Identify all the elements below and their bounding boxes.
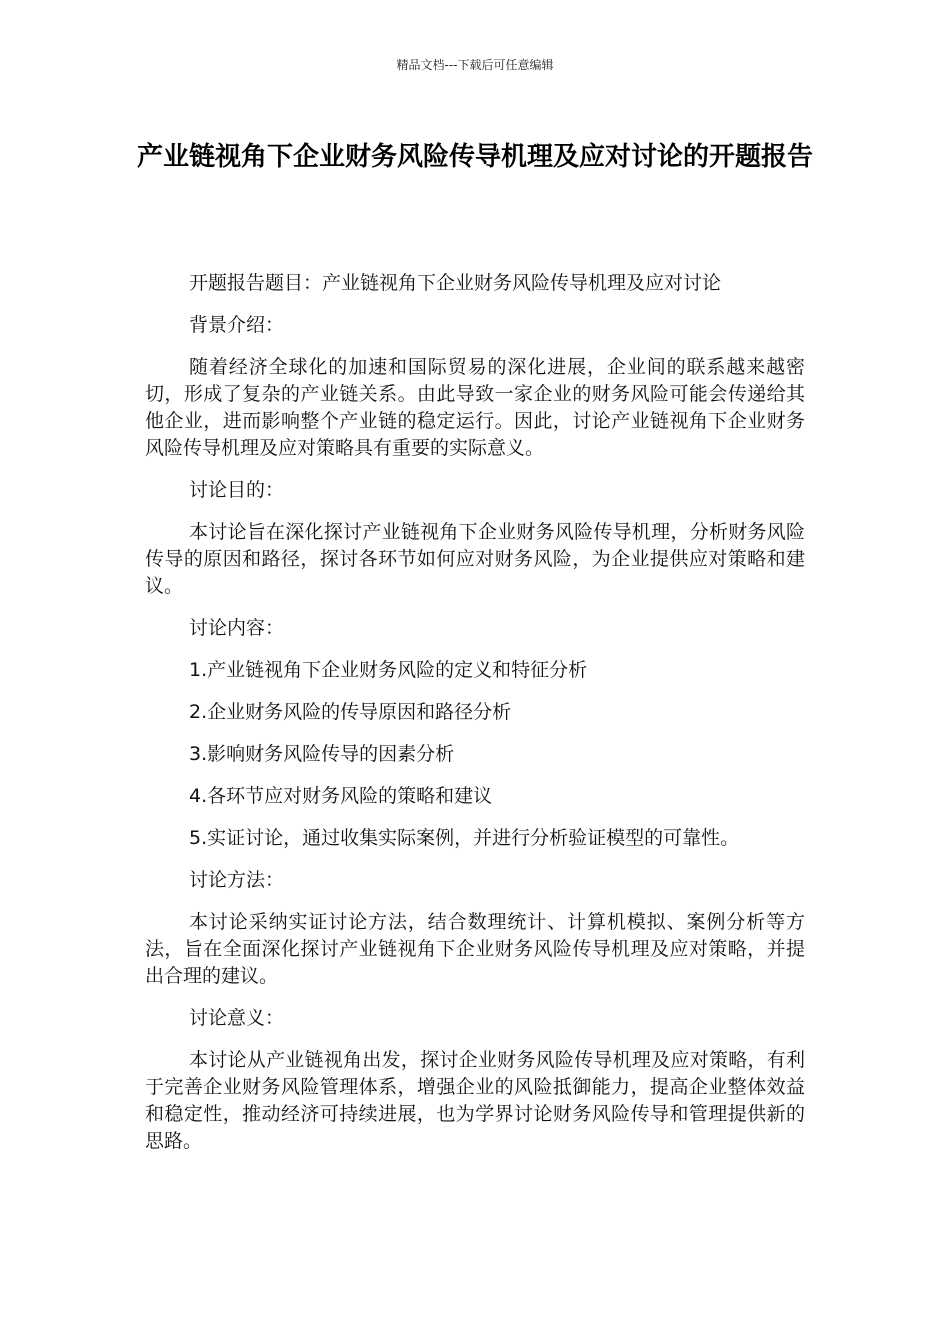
section-heading-method: 讨论方法：	[189, 869, 285, 891]
method-paragraph: 本讨论采纳实证讨论方法，结合数理统计、计算机模拟、案例分析等方法，旨在全面深化探讨产业链视角下企业财务风险传导机理及应对策略，并提出合理的建议。	[145, 911, 805, 987]
document-body	[145, 270, 805, 1170]
section-heading-content: 讨论内容：	[189, 617, 285, 639]
content-item-1: 1.产业链视角下企业财务风险的定义和特征分析	[189, 659, 588, 681]
content-item-2: 2.企业财务风险的传导原因和路径分析	[189, 701, 512, 723]
significance-paragraph: 本讨论从产业链视角出发，探讨企业财务风险传导机理及应对策略，有利于完善企业财务风险管理体系，增强企业的风险抵御能力，提高企业整体效益和稳定性，推动经济可持续进展，也为学界讨论财务风险传导和管理提供新的思路。	[145, 1049, 805, 1152]
section-heading-significance: 讨论意义：	[189, 1007, 285, 1029]
background-paragraph: 随着经济全球化的加速和国际贸易的深化进展，企业间的联系越来越密切，形成了复杂的产业链关系。由此导致一家企业的财务风险可能会传递给其他企业，进而影响整个产业链的稳定运行。因此，讨论产业链视角下企业财务风险传导机理及应对策略具有重要的实际意义。	[145, 356, 805, 459]
header-note: 精品文档---下载后可任意编辑	[396, 58, 554, 72]
section-heading-purpose: 讨论目的：	[189, 479, 285, 501]
content-item-3: 3.影响财务风险传导的因素分析	[189, 743, 455, 765]
document-title: 产业链视角下企业财务风险传导机理及应对讨论的开题报告	[136, 142, 813, 172]
content-item-4: 4.各环节应对财务风险的策略和建议	[189, 785, 493, 807]
report-topic: 开题报告题目：产业链视角下企业财务风险传导机理及应对讨论	[189, 272, 722, 294]
content-item-5: 5.实证讨论，通过收集实际案例，并进行分析验证模型的可靠性。	[189, 827, 740, 849]
purpose-paragraph: 本讨论旨在深化探讨产业链视角下企业财务风险传导机理，分析财务风险传导的原因和路径，探讨各环节如何应对财务风险，为企业提供应对策略和建议。	[145, 521, 805, 597]
section-heading-background: 背景介绍：	[189, 314, 285, 336]
